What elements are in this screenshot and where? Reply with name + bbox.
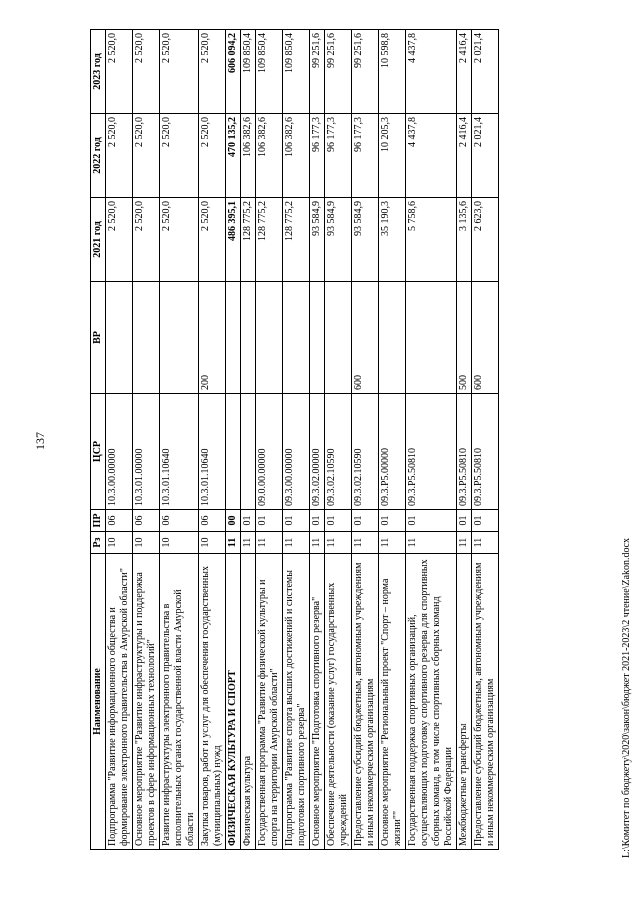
table-row xyxy=(226,30,241,850)
cell-vr xyxy=(226,282,241,394)
cell-y2023: 2 520,0 xyxy=(160,30,199,114)
cell-rz: 11 xyxy=(226,532,241,554)
cell-csr: 09.3.00.00000 xyxy=(283,394,310,510)
header-rz: Рз xyxy=(91,532,106,554)
cell-name: Развитие инфраструктуры электронного правительства в исполнительных органах государственной власти Амурской области xyxy=(160,554,199,850)
cell-y2022: 2 520,0 xyxy=(160,114,199,198)
budget-table-sheet xyxy=(90,30,585,850)
cell-name: Основное мероприятие "Региональный проект "Спорт – норма жизни"" xyxy=(379,554,406,850)
cell-name: Обеспечение деятельности (оказание услуг) государственных учреждений xyxy=(325,554,352,850)
cell-rz: 11 xyxy=(352,532,379,554)
cell-vr xyxy=(241,282,256,394)
cell-y2021: 93 584,9 xyxy=(352,198,379,282)
table-row xyxy=(241,30,256,850)
cell-rz: 10 xyxy=(160,532,199,554)
cell-name: ФИЗИЧЕСКАЯ КУЛЬТУРА И СПОРТ xyxy=(226,554,241,850)
budget-table xyxy=(90,29,499,850)
header-vr: ВР xyxy=(91,282,106,394)
cell-y2021: 128 775,2 xyxy=(241,198,256,282)
cell-y2022: 106 382,6 xyxy=(283,114,310,198)
header-csr: ЦСР xyxy=(91,394,106,510)
cell-y2021: 93 584,9 xyxy=(310,198,325,282)
cell-csr: 10.3.00.00000 xyxy=(106,394,133,510)
table-header-row xyxy=(91,30,106,850)
cell-y2023: 2 520,0 xyxy=(106,30,133,114)
cell-rz: 11 xyxy=(241,532,256,554)
cell-y2023: 109 850,4 xyxy=(241,30,256,114)
cell-name: Подпрограмма "Развитие спорта высших достижений и системы подготовки спортивного резерва" xyxy=(283,554,310,850)
cell-pr: 06 xyxy=(160,510,199,532)
cell-csr: 09.3.P5.50810 xyxy=(406,394,457,510)
cell-y2023: 2 520,0 xyxy=(199,30,226,114)
cell-y2022: 106 382,6 xyxy=(256,114,283,198)
cell-rz: 11 xyxy=(325,532,352,554)
cell-csr: 10.3.01.00000 xyxy=(133,394,160,510)
cell-pr: 01 xyxy=(256,510,283,532)
cell-y2021: 486 395,1 xyxy=(226,198,241,282)
cell-csr: 09.3.P5.00000 xyxy=(379,394,406,510)
cell-rz: 11 xyxy=(256,532,283,554)
cell-pr: 01 xyxy=(472,510,499,532)
cell-pr: 01 xyxy=(283,510,310,532)
cell-y2023: 4 437,8 xyxy=(406,30,457,114)
cell-y2021: 5 758,6 xyxy=(406,198,457,282)
cell-name: Предоставление субсидий бюджетным, автономным учреждениям и иным некоммерческим организациям xyxy=(472,554,499,850)
table-row xyxy=(472,30,499,850)
header-2022: 2022 год xyxy=(91,114,106,198)
cell-rz: 11 xyxy=(310,532,325,554)
cell-vr xyxy=(379,282,406,394)
cell-y2021: 2 520,0 xyxy=(106,198,133,282)
cell-pr: 01 xyxy=(310,510,325,532)
cell-pr: 01 xyxy=(352,510,379,532)
cell-y2021: 3 135,6 xyxy=(457,198,472,282)
cell-vr: 500 xyxy=(457,282,472,394)
cell-vr: 600 xyxy=(352,282,379,394)
cell-csr: 10.3.01.10640 xyxy=(199,394,226,510)
table-row xyxy=(160,30,199,850)
cell-name: Физическая культура xyxy=(241,554,256,850)
header-2021: 2021 год xyxy=(91,198,106,282)
cell-name: Подпрограмма "Развитие информационного общества и формирование электронного правительства в Амурской области" xyxy=(106,554,133,850)
cell-y2023: 2 416,4 xyxy=(457,30,472,114)
cell-pr: 01 xyxy=(379,510,406,532)
cell-vr xyxy=(160,282,199,394)
cell-y2022: 2 520,0 xyxy=(199,114,226,198)
cell-csr: 10.3.01.10640 xyxy=(160,394,199,510)
table-row xyxy=(106,30,133,850)
table-body xyxy=(106,30,499,850)
cell-y2023: 2 520,0 xyxy=(133,30,160,114)
cell-pr: 01 xyxy=(241,510,256,532)
table-row xyxy=(283,30,310,850)
cell-name: Межбюджетные трансферты xyxy=(457,554,472,850)
table-row xyxy=(256,30,283,850)
cell-name: Основное мероприятие "Подготовка спортивного резерва" xyxy=(310,554,325,850)
cell-rz: 10 xyxy=(199,532,226,554)
header-2023: 2023 год xyxy=(91,30,106,114)
cell-y2023: 606 094,2 xyxy=(226,30,241,114)
cell-csr xyxy=(226,394,241,510)
cell-rz: 11 xyxy=(406,532,457,554)
cell-y2021: 35 190,3 xyxy=(379,198,406,282)
cell-y2021: 2 520,0 xyxy=(160,198,199,282)
cell-csr: 09.3.02.10590 xyxy=(325,394,352,510)
page-number: 137 xyxy=(33,432,47,450)
cell-pr: 01 xyxy=(406,510,457,532)
cell-vr xyxy=(310,282,325,394)
cell-pr: 06 xyxy=(106,510,133,532)
cell-rz: 11 xyxy=(457,532,472,554)
cell-vr: 600 xyxy=(472,282,499,394)
cell-rz: 11 xyxy=(472,532,499,554)
cell-csr xyxy=(241,394,256,510)
table-row xyxy=(310,30,325,850)
cell-y2022: 2 416,4 xyxy=(457,114,472,198)
cell-name: Государственная поддержка спортивных организаций, осуществляющих подготовку спортивного резерва для спортивных сборных команд, в том числе спортивных сборных команд Российской Федерации xyxy=(406,554,457,850)
cell-y2023: 109 850,4 xyxy=(256,30,283,114)
cell-y2021: 2 623,0 xyxy=(472,198,499,282)
cell-csr: 09.0.00.00000 xyxy=(256,394,283,510)
cell-y2022: 10 205,3 xyxy=(379,114,406,198)
cell-pr: 06 xyxy=(133,510,160,532)
cell-y2023: 99 251,6 xyxy=(352,30,379,114)
cell-pr: 00 xyxy=(226,510,241,532)
table-row xyxy=(325,30,352,850)
table-row xyxy=(133,30,160,850)
cell-y2021: 2 520,0 xyxy=(133,198,160,282)
cell-rz: 11 xyxy=(283,532,310,554)
table-row xyxy=(199,30,226,850)
cell-y2023: 10 598,8 xyxy=(379,30,406,114)
header-name: Наименование xyxy=(91,554,106,850)
table-row xyxy=(406,30,457,850)
cell-y2023: 2 021,4 xyxy=(472,30,499,114)
cell-y2022: 96 177,3 xyxy=(325,114,352,198)
cell-y2023: 99 251,6 xyxy=(310,30,325,114)
cell-csr: 09.3.02.00000 xyxy=(310,394,325,510)
cell-y2021: 128 775,2 xyxy=(283,198,310,282)
cell-y2022: 470 135,2 xyxy=(226,114,241,198)
cell-y2021: 128 775,2 xyxy=(256,198,283,282)
table-row xyxy=(379,30,406,850)
cell-csr: 09.3.P5.50810 xyxy=(457,394,472,510)
cell-name: Основное мероприятие "Развитие инфраструктуры и поддержка проектов в сфере информационных технологий" xyxy=(133,554,160,850)
cell-name: Государственная программа "Развитие физической культуры и спорта на территории Амурской области" xyxy=(256,554,283,850)
header-pr: ПР xyxy=(91,510,106,532)
cell-pr: 01 xyxy=(325,510,352,532)
cell-y2022: 2 021,4 xyxy=(472,114,499,198)
cell-vr xyxy=(406,282,457,394)
cell-y2021: 93 584,9 xyxy=(325,198,352,282)
cell-y2022: 96 177,3 xyxy=(310,114,325,198)
cell-y2023: 99 251,6 xyxy=(325,30,352,114)
table-row xyxy=(352,30,379,850)
cell-vr: 200 xyxy=(199,282,226,394)
cell-y2022: 2 520,0 xyxy=(133,114,160,198)
cell-rz: 10 xyxy=(133,532,160,554)
cell-y2023: 109 850,4 xyxy=(283,30,310,114)
cell-rz: 10 xyxy=(106,532,133,554)
cell-csr: 09.3.02.10590 xyxy=(352,394,379,510)
cell-vr xyxy=(106,282,133,394)
cell-vr xyxy=(325,282,352,394)
cell-name: Закупка товаров, работ и услуг для обеспечения государственных (муниципальных) нужд xyxy=(199,554,226,850)
cell-vr xyxy=(283,282,310,394)
cell-pr: 01 xyxy=(457,510,472,532)
cell-csr: 09.3.P5.50810 xyxy=(472,394,499,510)
table-row xyxy=(457,30,472,850)
cell-rz: 11 xyxy=(379,532,406,554)
cell-y2022: 2 520,0 xyxy=(106,114,133,198)
cell-y2022: 96 177,3 xyxy=(352,114,379,198)
cell-y2021: 2 520,0 xyxy=(199,198,226,282)
footer-file-path: L:\Комитет по бюджету\2020\закон\бюджет 2021-2023\2 чтение\Zakon.docx xyxy=(621,538,632,858)
cell-vr xyxy=(133,282,160,394)
cell-name: Предоставление субсидий бюджетным, автономным учреждениям и иным некоммерческим организациям xyxy=(352,554,379,850)
cell-y2022: 4 437,8 xyxy=(406,114,457,198)
cell-pr: 06 xyxy=(199,510,226,532)
cell-y2022: 106 382,6 xyxy=(241,114,256,198)
cell-vr xyxy=(256,282,283,394)
